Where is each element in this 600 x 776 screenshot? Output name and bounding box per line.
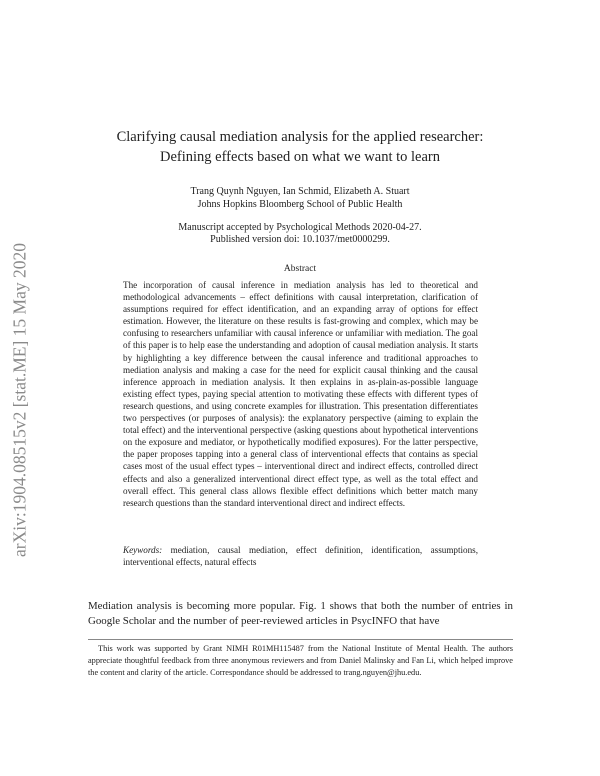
published-version-note: Published version doi: 10.1037/met0000299. bbox=[210, 234, 390, 245]
abstract-heading: Abstract bbox=[283, 264, 317, 274]
footnote-divider bbox=[88, 639, 513, 640]
abstract-body: The incorporation of causal inference in mediation analysis has led to theoretical and methodological advancements – effect definitions with causal interpretation, clarification of assumptions required for effect identification, and an expanding array of options for effect estimation. However, the literature on these results is fast-growing and complex, which may be confusing to researchers unfamiliar with causal inference or unfamiliar with mediation. The goal of this paper is to help ease the understanding and adoption of causal mediation analysis. It starts by highlighting a key difference between the causal inference and traditional approaches to mediation analysis and making a case for the need for explicit causal thinking and the causal inference approach in mediation analysis. It then explains in as-plain-as-possible language existing effect types, paying special attention to motivating these effects with different types of research questions, and using concrete examples for illustration. This presentation differentiates two perspectives (or purposes of analysis): the explanatory perspective (aiming to explain the total effect) and the interventional perspective (asking questions about hypothetical interventions on the exposure and mediator, or hypothetically modified exposures). For the latter perspective, the paper proposes tapping into a general class of interventional effects that contains as special cases most of the usual effect types – interventional direct and indirect effects, controlled direct effects and also a generalized interventional direct effect type, as well as the total effect and overall effect. This general class allows flexible effect definitions which better match many research questions than the standard interventional direct and indirect effects. bbox=[123, 280, 478, 508]
title-line-2: Defining effects based on what we want to learn bbox=[160, 149, 440, 165]
keywords-line bbox=[123, 544, 478, 568]
footnote-text: This work was supported by Grant NIMH R01MH115487 from the National Institute of Mental Health. The authors appreciate thoughtful feedback from three anonymous reviewers and from Daniel Malinsky and Fan Li, which helped improve the content and clarity of the article. Correspondance should be addressed to trang.nguyen@jhu.edu. bbox=[88, 644, 513, 678]
arxiv-identifier: arXiv:1904.08515v2 [stat.ME] 15 May 2020 bbox=[9, 243, 30, 557]
manuscript-accepted-note: Manuscript accepted by Psychological Methods 2020-04-27. bbox=[178, 222, 422, 233]
keywords-list: mediation, causal mediation, effect definition, identification, assumptions, interventional effects, natural effects bbox=[123, 545, 479, 568]
author-list: Trang Quynh Nguyen, Ian Schmid, Elizabeth A. Stuart bbox=[190, 186, 410, 197]
affiliation: Johns Hopkins Bloomberg School of Public Health bbox=[197, 199, 403, 210]
paper-title bbox=[90, 127, 510, 167]
keywords-label: Keywords: bbox=[123, 545, 163, 555]
title-line-1: Clarifying causal mediation analysis for the applied researcher: bbox=[116, 129, 484, 145]
intro-paragraph: Mediation analysis is becoming more popular. Fig. 1 shows that both the number of entries in Google Scholar and the number of peer-reviewed articles in PsycINFO that have bbox=[88, 600, 513, 627]
footnote bbox=[88, 643, 513, 680]
